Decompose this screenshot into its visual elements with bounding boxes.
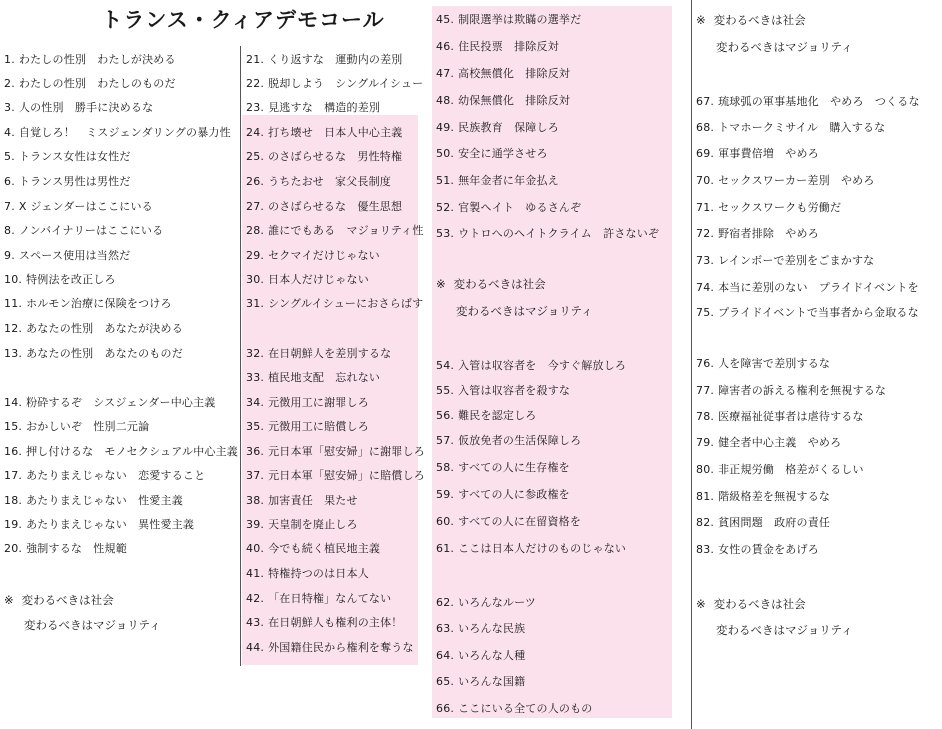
call-number: 55. <box>436 384 455 397</box>
call-number: 37. <box>246 469 265 482</box>
call-item <box>246 151 402 163</box>
call-number: 11. <box>4 297 23 310</box>
call-text: 押し付けるな モノセクシュアル中心主義 <box>26 445 239 458</box>
call-text: 琉球弧の軍事基地化 やめろ つくるな <box>718 95 920 108</box>
call-text: 貧困問題 政府の責任 <box>718 516 831 529</box>
call-number: 39. <box>246 518 265 531</box>
call-text: ノンバイナリーはここにいる <box>18 224 164 237</box>
call-number: 30. <box>246 273 265 286</box>
call-text: 健全者中心主義 やめろ <box>718 436 842 449</box>
call-text: 障害者の訴える権利を無視するな <box>718 384 887 397</box>
call-item <box>436 360 626 372</box>
call-text: 元日本軍「慰安婦」に謝罪しろ <box>268 445 425 458</box>
call-text: 階級格差を無視するな <box>718 490 831 503</box>
call-item <box>436 676 525 688</box>
call-item <box>246 446 425 458</box>
call-number: 36. <box>246 445 265 458</box>
refrain-text: 変わるべきは社会 <box>21 593 114 607</box>
call-item <box>246 372 380 384</box>
call-item <box>4 102 153 114</box>
call-item <box>696 202 841 214</box>
call-number: 61. <box>436 542 455 555</box>
call-number: 23. <box>246 101 265 114</box>
call-number: 82. <box>696 516 715 529</box>
call-number: 8. <box>4 224 15 237</box>
call-text: 本当に差別のない プライドイベントを <box>718 281 919 294</box>
call-text: 打ち壊せ 日本人中心主義 <box>268 126 403 139</box>
call-item <box>696 411 864 423</box>
call-item <box>246 397 369 409</box>
call-text: いろんなルーツ <box>458 596 537 609</box>
call-number: 13. <box>4 347 23 360</box>
call-item <box>436 516 581 528</box>
call-text: 天皇制を廃止しろ <box>268 518 358 531</box>
call-number: 19. <box>4 518 23 531</box>
call-number: 38. <box>246 494 265 507</box>
call-number: 16. <box>4 445 23 458</box>
call-number: 67. <box>696 95 715 108</box>
note-mark: ※ <box>696 13 706 27</box>
call-text: すべての人に生存権を <box>458 461 570 474</box>
refrain-text: 変わるべきは社会 <box>713 597 806 611</box>
note-mark: ※ <box>436 277 446 291</box>
call-text: 特権持つのは日本人 <box>268 567 369 580</box>
call-text: 在日朝鮮人も権利の主体！ <box>268 616 403 629</box>
call-number: 24. <box>246 126 265 139</box>
refrain-line-2: 変わるべきはマジョリティ <box>24 618 161 632</box>
call-text: シングルイシューにおさらばす <box>268 297 424 310</box>
call-text: X ジェンダーはここにいる <box>18 200 153 213</box>
call-item <box>436 41 559 53</box>
call-item <box>246 568 369 580</box>
call-text: いろんな民族 <box>458 622 526 635</box>
call-number: 25. <box>246 150 265 163</box>
call-text: 官製ヘイト ゆるさんぞ <box>458 201 582 214</box>
call-item <box>436 14 581 26</box>
refrain-line-1 <box>696 598 806 611</box>
call-text: わたしの性別 わたしのものだ <box>18 77 176 90</box>
call-item <box>4 250 130 262</box>
call-number: 59. <box>436 488 455 501</box>
call-item <box>246 274 369 286</box>
call-text: ウトロへのヘイトクライム 許さないぞ <box>458 227 660 240</box>
call-text: 高校無償化 排除反対 <box>458 67 571 80</box>
call-item <box>436 148 548 160</box>
call-item <box>4 397 216 409</box>
call-item <box>246 78 423 90</box>
call-text: セックスワーカー差別 やめろ <box>718 174 875 187</box>
call-text: 難民を認定しろ <box>458 409 537 422</box>
call-item <box>4 298 172 310</box>
call-item <box>246 495 358 507</box>
call-number: 79. <box>696 436 715 449</box>
call-text: 仮放免者の生活保障しろ <box>458 434 582 447</box>
call-text: 加害責任 果たせ <box>268 494 358 507</box>
call-text: いろんな国籍 <box>458 675 526 688</box>
call-item <box>696 544 819 556</box>
call-text: 人の性別 勝手に決めるな <box>18 101 154 114</box>
call-item <box>246 519 358 531</box>
call-text: トマホークミサイル 購入するな <box>718 121 886 134</box>
call-item <box>4 127 231 139</box>
call-text: 粉砕するぞ シスジェンダー中心主義 <box>26 396 216 409</box>
call-item <box>436 597 536 609</box>
call-number: 47. <box>436 67 455 80</box>
call-item <box>436 462 570 474</box>
call-number: 57. <box>436 434 455 447</box>
call-text: いろんな人種 <box>458 649 526 662</box>
call-text: あなたの性別 あなたのものだ <box>26 347 183 360</box>
call-item <box>246 617 403 629</box>
call-text: 脱却しよう シングルイシュー <box>268 77 424 90</box>
call-number: 31. <box>246 297 265 310</box>
refrain-line-1 <box>436 278 546 291</box>
call-number: 27. <box>246 200 265 213</box>
call-number: 5. <box>4 150 15 163</box>
call-number: 12. <box>4 322 23 335</box>
call-number: 9. <box>4 249 15 262</box>
call-text: 幼保無償化 排除反対 <box>458 94 571 107</box>
call-text: 見逃すな 構造的差別 <box>268 101 381 114</box>
call-item <box>4 78 176 90</box>
call-text: 強制するな 性規範 <box>26 542 127 555</box>
call-number: 41. <box>246 567 265 580</box>
call-text: ここは日本人だけのものじゃない <box>458 542 627 555</box>
call-item <box>696 122 885 134</box>
call-number: 77. <box>696 384 715 397</box>
call-number: 1. <box>4 53 15 66</box>
call-item <box>4 323 183 335</box>
call-number: 71. <box>696 201 715 214</box>
call-item <box>4 470 205 482</box>
call-text: 元徴用工に謝罪しろ <box>268 396 369 409</box>
call-number: 40. <box>246 542 265 555</box>
call-text: 元日本軍「慰安婦」に賠償しろ <box>268 469 425 482</box>
refrain-text: 変わるべきは社会 <box>713 13 806 27</box>
call-item <box>246 298 423 310</box>
call-text: ここにいる全ての人のもの <box>458 702 593 715</box>
call-number: 44. <box>246 641 265 654</box>
refrain-line-2: 変わるべきはマジョリティ <box>456 304 593 318</box>
call-text: のさばらせるな 男性特権 <box>268 150 403 163</box>
call-number: 68. <box>696 121 715 134</box>
call-text: あたりまえじゃない 性愛主義 <box>26 494 183 507</box>
call-item <box>4 543 127 555</box>
call-item <box>4 421 149 433</box>
call-text: 制限選挙は欺瞞の選挙だ <box>458 13 582 26</box>
call-text: 「在日特権」なんてない <box>268 592 392 605</box>
call-number: 21. <box>246 53 265 66</box>
call-item <box>246 250 380 262</box>
call-text: トランス男性は男性だ <box>18 175 131 188</box>
call-item <box>696 437 841 449</box>
call-text: 民族教育 保障しろ <box>458 121 559 134</box>
call-item <box>696 96 920 108</box>
call-text: 在日朝鮮人を差別するな <box>268 347 392 360</box>
call-item <box>696 464 864 476</box>
call-number: 22. <box>246 77 265 90</box>
call-item <box>246 225 424 237</box>
call-number: 32. <box>246 347 265 360</box>
call-number: 4. <box>4 126 15 139</box>
call-text: 住民投票 排除反対 <box>458 40 559 53</box>
call-text: セックスワークも労働だ <box>718 201 842 214</box>
call-text: セクマイだけじゃない <box>268 249 380 262</box>
call-text: 植民地支配 忘れない <box>268 371 381 384</box>
call-item <box>436 202 581 214</box>
call-item <box>436 489 570 501</box>
call-number: 28. <box>246 224 265 237</box>
call-item <box>696 148 819 160</box>
call-item <box>696 228 819 240</box>
call-number: 70. <box>696 174 715 187</box>
call-text: 無年金者に年金払え <box>458 174 559 187</box>
call-number: 78. <box>696 410 715 423</box>
call-item <box>4 348 183 360</box>
call-item <box>696 517 830 529</box>
call-number: 43. <box>246 616 265 629</box>
call-item <box>696 175 875 187</box>
call-text: ホルモン治療に保険をつけろ <box>26 297 172 310</box>
call-item <box>436 623 525 635</box>
call-item <box>436 68 570 80</box>
call-item <box>4 54 176 66</box>
call-number: 73. <box>696 254 715 267</box>
call-number: 7. <box>4 200 15 213</box>
call-number: 65. <box>436 675 455 688</box>
call-number: 74. <box>696 281 715 294</box>
call-item <box>4 201 153 213</box>
call-number: 46. <box>436 40 455 53</box>
call-number: 69. <box>696 147 715 160</box>
call-item <box>696 255 874 267</box>
call-item <box>436 95 570 107</box>
call-text: あなたの性別 あなたが決める <box>26 322 183 335</box>
note-mark: ※ <box>4 593 14 607</box>
call-text: 女性の賃金をあげろ <box>718 543 819 556</box>
call-item <box>246 421 369 433</box>
note-mark: ※ <box>696 597 706 611</box>
call-item <box>4 519 194 531</box>
call-item <box>246 201 402 213</box>
call-item <box>436 385 570 397</box>
call-text: 特例法を改正しろ <box>26 273 116 286</box>
call-text: 入管は収容者を殺すな <box>458 384 571 397</box>
call-number: 72. <box>696 227 715 240</box>
call-number: 83. <box>696 543 715 556</box>
call-number: 56. <box>436 409 455 422</box>
call-item <box>696 385 886 397</box>
call-item <box>4 225 163 237</box>
call-item <box>4 151 131 163</box>
call-number: 3. <box>4 101 15 114</box>
call-item <box>4 446 238 458</box>
call-item <box>436 175 559 187</box>
divider-2 <box>691 0 692 729</box>
call-text: 今でも続く植民地主義 <box>268 542 381 555</box>
call-item <box>4 495 183 507</box>
call-number: 62. <box>436 596 455 609</box>
call-item <box>246 54 403 66</box>
call-item <box>696 282 919 294</box>
call-item <box>436 543 626 555</box>
call-number: 45. <box>436 13 455 26</box>
call-text: 元徴用工に賠償しろ <box>268 420 369 433</box>
call-text: 安全に通学させろ <box>458 147 548 160</box>
call-item <box>436 435 581 447</box>
call-text: 誰にでもある マジョリティ性 <box>268 224 424 237</box>
call-text: レインボーで差別をごまかすな <box>718 254 875 267</box>
call-text: トランス女性は女性だ <box>18 150 131 163</box>
call-text: 人を障害で差別するな <box>718 357 831 370</box>
call-number: 18. <box>4 494 23 507</box>
refrain-line-1 <box>4 594 114 607</box>
call-item <box>696 491 830 503</box>
refrain-line-1 <box>696 14 806 27</box>
call-item <box>246 102 380 114</box>
call-number: 81. <box>696 490 715 503</box>
call-number: 29. <box>246 249 265 262</box>
call-text: すべての人に参政権を <box>458 488 570 501</box>
call-text: 自覚しろ！ ミスジェンダリングの暴力性 <box>18 126 231 139</box>
call-number: 6. <box>4 175 15 188</box>
call-text: 入管は収容者を 今すぐ解放しろ <box>458 359 627 372</box>
call-text: あたりまえじゃない 恋愛すること <box>26 469 206 482</box>
call-number: 53. <box>436 227 455 240</box>
call-text: すべての人に在留資格を <box>458 515 582 528</box>
call-item <box>436 228 659 240</box>
call-number: 20. <box>4 542 23 555</box>
call-text: プライドイベントで当事者から金取るな <box>718 306 919 319</box>
call-text: あたりまえじゃない 異性愛主義 <box>26 518 195 531</box>
call-number: 58. <box>436 461 455 474</box>
refrain-line-2: 変わるべきはマジョリティ <box>716 40 853 54</box>
call-item <box>436 410 537 422</box>
call-number: 66. <box>436 702 455 715</box>
call-number: 42. <box>246 592 265 605</box>
call-number: 52. <box>436 201 455 214</box>
call-number: 63. <box>436 622 455 635</box>
call-text: 日本人だけじゃない <box>268 273 369 286</box>
refrain-text: 変わるべきは社会 <box>453 277 546 291</box>
call-text: わたしの性別 わたしが決める <box>18 53 176 66</box>
call-number: 34. <box>246 396 265 409</box>
call-number: 48. <box>436 94 455 107</box>
call-text: おかしいぞ 性別二元論 <box>26 420 150 433</box>
call-number: 35. <box>246 420 265 433</box>
call-number: 76. <box>696 357 715 370</box>
call-item <box>436 122 559 134</box>
call-number: 10. <box>4 273 23 286</box>
call-item <box>246 348 391 360</box>
call-item <box>246 127 403 139</box>
call-item <box>436 703 593 715</box>
call-number: 64. <box>436 649 455 662</box>
call-text: 外国籍住民から権利を奪うな <box>268 641 414 654</box>
call-number: 51. <box>436 174 455 187</box>
call-number: 2. <box>4 77 15 90</box>
call-number: 17. <box>4 469 23 482</box>
call-number: 80. <box>696 463 715 476</box>
call-number: 50. <box>436 147 455 160</box>
call-text: のさばらせるな 優生思想 <box>268 200 403 213</box>
call-number: 26. <box>246 175 265 188</box>
col2-highlight <box>242 115 418 665</box>
call-item <box>246 593 391 605</box>
call-item <box>246 176 391 188</box>
call-item <box>4 274 116 286</box>
call-number: 14. <box>4 396 23 409</box>
divider-1 <box>240 46 241 666</box>
call-text: 野宿者排除 やめろ <box>718 227 819 240</box>
call-item <box>696 307 919 319</box>
call-number: 15. <box>4 420 23 433</box>
call-number: 54. <box>436 359 455 372</box>
call-number: 60. <box>436 515 455 528</box>
call-item <box>4 176 131 188</box>
call-text: スペース使用は当然だ <box>18 249 131 262</box>
call-number: 75. <box>696 306 715 319</box>
page-title: トランス・クィアデモコール <box>101 8 385 32</box>
call-item <box>246 470 425 482</box>
call-number: 33. <box>246 371 265 384</box>
call-item <box>246 543 380 555</box>
call-text: 軍事費倍増 やめろ <box>718 147 819 160</box>
call-text: 医療福祉従事者は虐待するな <box>718 410 864 423</box>
call-text: 非正規労働 格差がくるしい <box>718 463 864 476</box>
refrain-line-2: 変わるべきはマジョリティ <box>716 623 853 637</box>
call-text: くり返すな 運動内の差別 <box>268 53 403 66</box>
call-text: うちたおせ 家父長制度 <box>268 175 391 188</box>
call-item <box>436 650 525 662</box>
call-number: 49. <box>436 121 455 134</box>
call-item <box>696 358 830 370</box>
call-item <box>246 642 414 654</box>
